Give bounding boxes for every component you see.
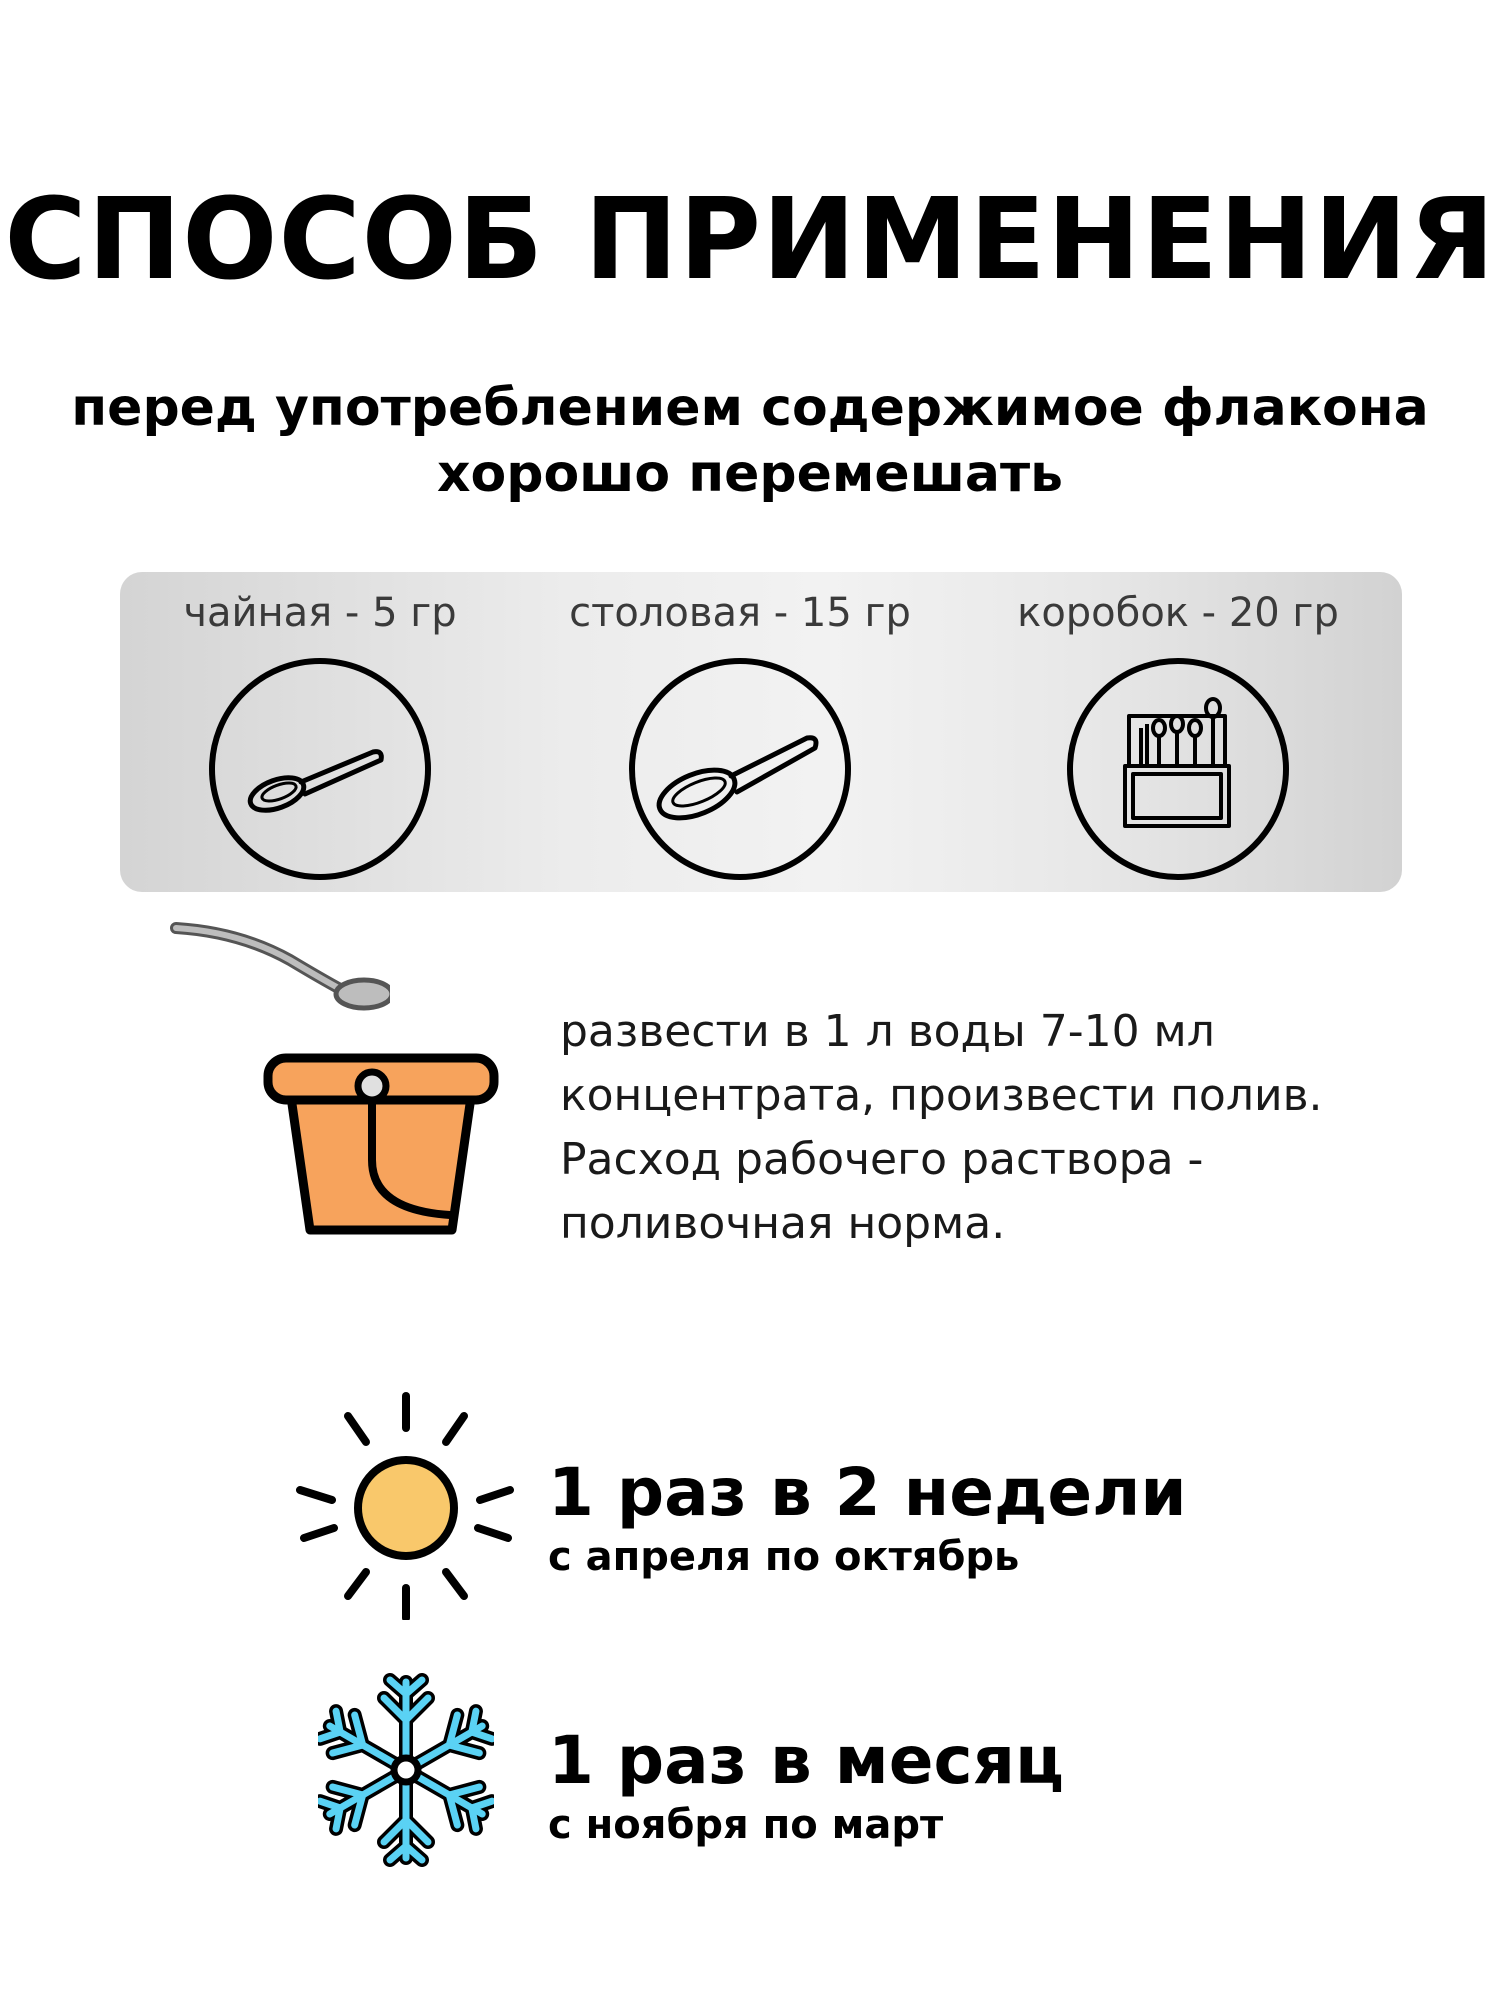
winter-period: с ноября по март	[548, 1802, 944, 1848]
measure-label: столовая - 15 гр	[569, 590, 911, 636]
snowflake-icon	[318, 1672, 494, 1868]
winter-frequency: 1 раз в месяц	[548, 1722, 1064, 1799]
bucket-icon	[260, 1040, 500, 1240]
spoon-pour-icon	[170, 910, 390, 1020]
instructions-line-2: концентрата, произвести полив.	[560, 1070, 1323, 1121]
measure-tablespoon	[540, 572, 940, 892]
teaspoon-icon	[205, 654, 435, 884]
matchbox-icon	[1063, 654, 1293, 884]
tablespoon-icon	[625, 654, 855, 884]
instructions-line-4: поливочная норма.	[560, 1198, 1006, 1249]
measure-label: чайная - 5 гр	[183, 590, 457, 636]
instructions-line-1: развести в 1 л воды 7-10 мл	[560, 1006, 1215, 1057]
measure-matchbox	[978, 572, 1378, 892]
measure-teaspoon	[120, 572, 520, 892]
summer-period: с апреля по октябрь	[548, 1534, 1020, 1580]
summer-frequency: 1 раз в 2 недели	[548, 1454, 1187, 1531]
subtitle-line-2: хорошо перемешать	[436, 444, 1064, 504]
measures-panel	[120, 572, 1402, 892]
subtitle	[0, 375, 1500, 507]
subtitle-line-1: перед употреблением содержимое флакона	[71, 378, 1429, 438]
instructions-text	[560, 1000, 1420, 1256]
page-title: СПОСОБ ПРИМЕНЕНИЯ	[4, 175, 1496, 305]
sun-icon	[296, 1390, 516, 1620]
measure-label: коробок - 20 гр	[1017, 590, 1339, 636]
instructions-line-3: Расход рабочего раствора -	[560, 1134, 1204, 1185]
